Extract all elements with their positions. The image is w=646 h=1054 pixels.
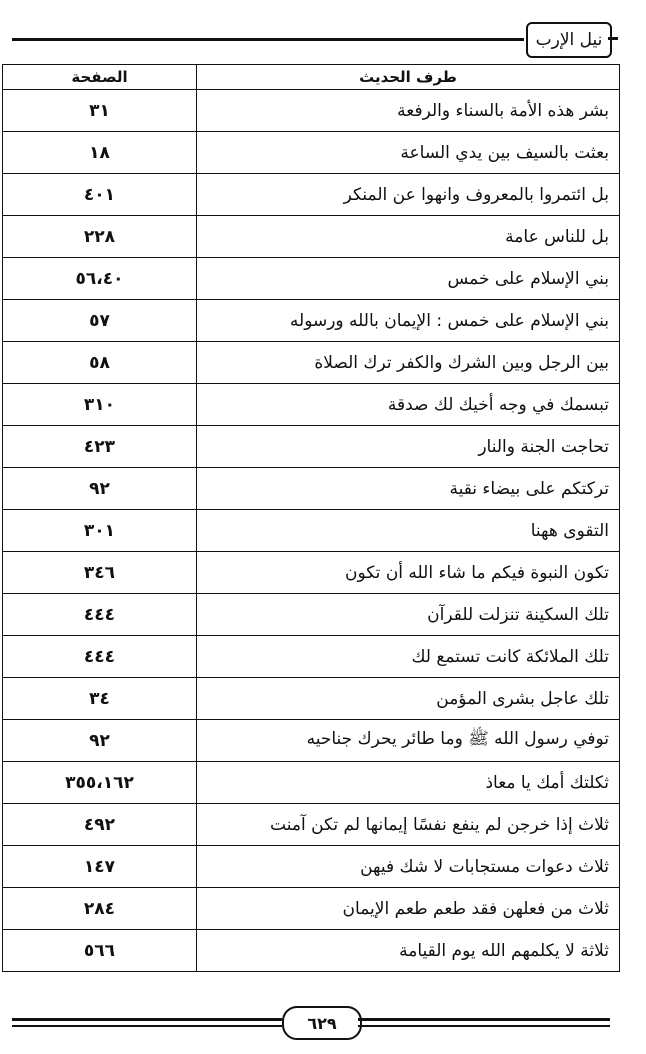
hadith-text: بل للناس عامة <box>197 216 620 258</box>
table-row <box>3 846 620 888</box>
page-ref: ٩٢ <box>3 468 197 510</box>
hadith-text: تكون النبوة فيكم ما شاء الله أن تكون <box>197 552 620 594</box>
page-ref: ٣٤٦ <box>3 552 197 594</box>
hadith-text: ثكلتك أمك يا معاذ <box>197 762 620 804</box>
table-row <box>3 888 620 930</box>
table-row <box>3 804 620 846</box>
footer-rule-left <box>12 1018 282 1027</box>
hadith-text: تلك عاجل بشرى المؤمن <box>197 678 620 720</box>
hadith-text: بل ائتمروا بالمعروف وانهوا عن المنكر <box>197 174 620 216</box>
table-row <box>3 930 620 972</box>
page-ref: ٥٦،٤٠ <box>3 258 197 300</box>
hadith-text: تحاجت الجنة والنار <box>197 426 620 468</box>
page-ref: ١٨ <box>3 132 197 174</box>
table-row <box>3 384 620 426</box>
table-row <box>3 552 620 594</box>
page-ref: ٥٨ <box>3 342 197 384</box>
hadith-text: ثلاثة لا يكلمهم الله يوم القيامة <box>197 930 620 972</box>
page-ref: ٤٠١ <box>3 174 197 216</box>
page-ref: ٩٢ <box>3 720 197 762</box>
hadith-text: تبسمك في وجه أخيك لك صدقة <box>197 384 620 426</box>
hadith-text: ثلاث دعوات مستجابات لا شك فيهن <box>197 846 620 888</box>
page-ref: ٤٩٢ <box>3 804 197 846</box>
hadith-text: ثلاث من فعلهن فقد طعم طعم الإيمان <box>197 888 620 930</box>
table-row <box>3 258 620 300</box>
page-ref: ٤٤٤ <box>3 594 197 636</box>
hadith-text: ثلاث إذا خرجن لم ينفع نفسًا إيمانها لم تكن آمنت <box>197 804 620 846</box>
page-ref: ٣٠١ <box>3 510 197 552</box>
hadith-text: بشر هذه الأمة بالسناء والرفعة <box>197 90 620 132</box>
table-row <box>3 426 620 468</box>
hadith-text: توفي رسول الله ﷺ وما طائر يحرك جناحيه <box>197 720 620 762</box>
header-rule <box>12 38 524 41</box>
page-ref: ٣٥٥،١٦٢ <box>3 762 197 804</box>
hadith-text: تلك السكينة تنزلت للقرآن <box>197 594 620 636</box>
hadith-text: تركتكم على بيضاء نقية <box>197 468 620 510</box>
table-row <box>3 720 620 762</box>
table-row <box>3 636 620 678</box>
page-ref: ٣١ <box>3 90 197 132</box>
table-row <box>3 468 620 510</box>
table-row <box>3 300 620 342</box>
table-row <box>3 174 620 216</box>
page-ref: ٥٧ <box>3 300 197 342</box>
page-ref: ٤٤٤ <box>3 636 197 678</box>
column-header-page: الصفحة <box>3 65 197 90</box>
page-ref: ١٤٧ <box>3 846 197 888</box>
table-row <box>3 510 620 552</box>
page-ref: ٣٤ <box>3 678 197 720</box>
page-ref: ٤٢٣ <box>3 426 197 468</box>
hadith-text: بين الرجل وبين الشرك والكفر ترك الصلاة <box>197 342 620 384</box>
table-row <box>3 216 620 258</box>
table-row <box>3 342 620 384</box>
column-header-hadith: طرف الحديث <box>197 65 620 90</box>
page-ref: ٥٦٦ <box>3 930 197 972</box>
page-ref: ٣١٠ <box>3 384 197 426</box>
book-title: نيل الإرب <box>526 22 612 58</box>
hadith-text: بعثت بالسيف بين يدي الساعة <box>197 132 620 174</box>
page-ref: ٢٨٤ <box>3 888 197 930</box>
header-rule-end <box>608 37 618 40</box>
table-row <box>3 132 620 174</box>
hadith-text: تلك الملائكة كانت تستمع لك <box>197 636 620 678</box>
table-row <box>3 678 620 720</box>
table-header-row <box>3 65 620 90</box>
table-row <box>3 594 620 636</box>
hadith-text: بني الإسلام على خمس <box>197 258 620 300</box>
footer-rule-right <box>358 1018 610 1027</box>
page-ref: ٢٢٨ <box>3 216 197 258</box>
hadith-text: التقوى ههنا <box>197 510 620 552</box>
table-row <box>3 90 620 132</box>
hadith-index-table <box>2 64 620 972</box>
page-number: ٦٢٩ <box>282 1006 362 1040</box>
hadith-text: بني الإسلام على خمس : الإيمان بالله ورسوله <box>197 300 620 342</box>
table-row <box>3 762 620 804</box>
